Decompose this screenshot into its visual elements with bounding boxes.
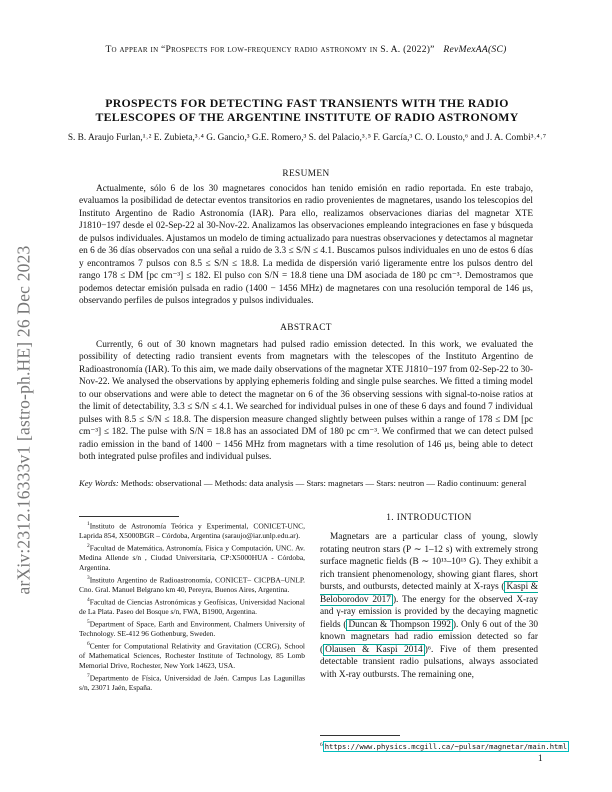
introduction-heading: 1. INTRODUCTION [386, 513, 472, 523]
journal-name: RevMexAA(SC) [443, 44, 507, 55]
footnote-rule-right [320, 735, 400, 736]
running-head-text: To appear in “Prospects for low-frequency radio astronomy in S. A. (2022)” [105, 44, 435, 55]
url-link[interactable]: https://www.physics.mcgill.ca/~pulsar/magnetar/main.html [324, 742, 568, 752]
footnote-1: $^1$Instituto de Astronomía Teórica y Experimental, CONICET-UNC, Laprida 854, X5000BGR – Córdoba, Argentina (saraujo@iar.unlp.edu.ar). [79, 521, 305, 541]
keywords-list: Methods: observational — Methods: data analysis — Stars: magnetars — Stars: neutron — Radio continuum: general [120, 478, 527, 488]
introduction-text: Magnetars are a particular class of young, slowly rotating neutron stars (P ∼ 1–12 s) with extremely strong surface magnetic fields (B ∼ 10¹³–10¹⁵ G). They exhibit a rich transient phenomenology, showing giant flares, short bursts, and outbursts, detected mainly at X-rays ( Kaspi & Beloborodov 2017 ). The energy for the observed X-ray and γ-ray emission is provided by the decaying magnetic fields ( Duncan & Thompson 1992 ). Only 6 out of the 30 known magnetars had radio emission detected so far ( Olausen & Kaspi 2014 )⁶. Five of them presented detectable transient radio pulsations, always associated with X-ray outbursts. The remaining one, [320, 532, 539, 680]
title-line-1: PROSPECTS FOR DETECTING FAST TRANSIENTS WITH THE RADIO [105, 96, 509, 110]
footnote-url: $^6$ https://www.physics.mcgill.ca/~pulsar/magnetar/main.html [320, 742, 568, 752]
abstract-text: Currently, 6 out of 30 known magnetars had pulsed radio emission detected. In this work, we evaluated the possibility of detecting radio transient events from magnetars with the telescopes of the Instituto Argentino de Radioastronomía (IAR). To this aim, we made daily observations of the magnetar XTE J1810−197 from 02-Sep-22 to 30-Nov-22. We analysed the observations by applying ephemeris folding and single pulse searches. We fitted a timing model to our observations and were able to detect the magnetar on 6 of the 36 observing sessions with signal-to-noise ratios at the limit of detectability, 3.3 ≤ S/N ≤ 4.1. We searched for individual pulses in one of these 6 days and found 7 individual pulses with 8.5 ≤ S/N ≤ 18.8. The dispersion measure changed slightly between pulses within a range of 178 ≤ DM [pc cm⁻³] ≤ 182. The pulse with S/N = 18.8 has an associated DM of 180 pc cm⁻³. We confirmed that we can detect pulsed radio emission in the band of 1400 − 1456 MHz from magnetars with a time resolution of 146 μs, being able to detect both integrated pulse profiles and individual pulses. [79, 340, 533, 463]
footnote-rule [79, 516, 179, 517]
footnote-6: $^6$Center for Computational Relativity and Gravitation (CCRG), School of Mathematical Sciences, Rochester Institute of Technology, 85 Lomb Memorial Drive, Rochester, New York 14623, USA. [79, 641, 305, 671]
citation-link[interactable]: Duncan & Thompson 1992 [348, 619, 451, 630]
footnote-7: $^7$Departmento de Física, Universidad de Jaén. Campus Las Lagunillas s/n, 23071 Jaén, España. [79, 673, 305, 693]
running-head [0, 44, 612, 55]
arxiv-stamp [4, 200, 44, 640]
arxiv-id: arXiv:2312.16333v1 [astro-ph.HE] 26 Dec 2023 [13, 245, 34, 595]
keywords-label: Key Words: [79, 478, 119, 488]
page-number: 1 [538, 754, 543, 764]
affiliation-footnotes [79, 520, 305, 694]
footnote-2: $^2$Facultad de Matemática, Astronomía, Física y Computación, UNC. Av. Medina Allende s/n , Ciudad Universitaria, CP:X5000HUA - Córdoba, Argentina. [79, 543, 305, 573]
footnote-5: $^5$Department of Space, Earth and Environment, Chalmers University of Technology. SE-412 96 Gothenburg, Sweden. [79, 619, 305, 639]
resumen-text: Actualmente, sólo 6 de los 30 magnetares conocidos han tenido emisión en radio reportada. En este trabajo, evaluamos la posibilidad de detectar eventos transitorios en radio provenientes de magnetares, usando los telescopios del Instituto Argentino de Radio Astronomía (IAR). Para ello, realizamos observaciones diarias del magnetar XTE J1810−197 desde el 02-Sep-22 al 30-Nov-22. Analizamos las observaciones empleando integraciones en fase y búsqueda de pulsos individuales. Ajustamos un modelo de timing actualizado para nuestras observaciones y detectamos al magnetar en 6 de 36 días observados con una señal a ruido de 3.3 ≤ S/N ≤ 4.1. Buscamos pulsos individuales en uno de estos 6 días y encontramos 7 pulsos con 8.5 ≤ S/N ≤ 18.8. La medida de dispersión varió ligeramente entre los pulsos dentro del rango 178 ≤ DM [pc cm⁻³] ≤ 182. El pulso con S/N = 18.8 tiene una DM asociada de 180 pc cm⁻³. Demostramos que podemos detectar emisión pulsada en radio (1400 − 1456 MHz) de magnetares con una resolución temporal de 146 μs, observando perfiles de pulsos integrados y pulsos individuales. [79, 184, 533, 307]
resumen-heading: RESUMEN [282, 169, 330, 179]
title-line-2: TELESCOPES OF THE ARGENTINE INSTITUTE OF RADIO ASTRONOMY [95, 110, 519, 125]
citation-link[interactable]: Kaspi & Beloborodov 2017 [320, 582, 538, 605]
footnote-3: $^3$Instituto Argentino de Radioastronomía, CONICET– CICPBA–UNLP. Cno. Gral. Manuel Belgrano km 40, Pereyra, Buenos Aires, Argentina. [79, 574, 305, 595]
author-list: S. B. Araujo Furlan,¹˒² E. Zubieta,³˒⁴ G. Gancio,³ G.E. Romero,³ S. del Palacio,³˒⁵ F. García,³ C. O. Lousto,⁶ and J. A. Combi³˒⁴˒⁷ [67, 133, 547, 143]
keywords [79, 478, 533, 489]
paper-title [60, 96, 554, 124]
citation-link[interactable]: Olausen & Kaspi 2014 [325, 644, 423, 655]
abstract-heading: ABSTRACT [280, 323, 332, 333]
footnote-4: $^4$Facultad de Ciencias Astronómicas y Geofísicas, Universidad Nacional de La Plata. Paseo del Bosque s/n, FWA, B1900, Argentina. [79, 597, 305, 617]
